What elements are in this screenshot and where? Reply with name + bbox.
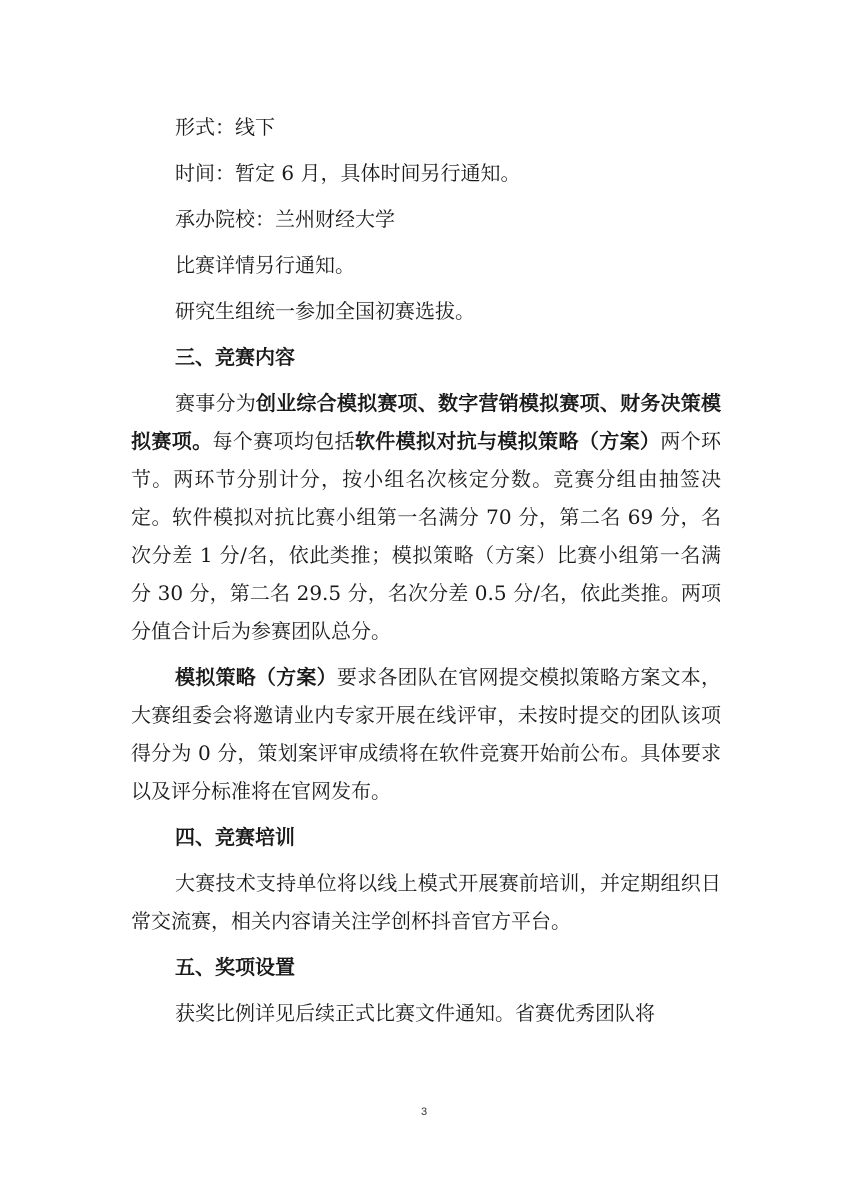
para-rest: 两个环节。两环节分别计分，按小组名次核定分数。竞赛分组由抽签决定。软件模拟对抗比赛小组第一名满分 70 分，第二名 69 分，名次分差 1 分/名，依此类推；模拟策略（方案）比赛小组第一名满分 30 分，第二名 29.5 分，名次分差 0.5 分/名，依此类推。两项分值合计后为参赛团队总分。 <box>131 429 722 643</box>
info-time: 时间：暂定 6 月，具体时间另行通知。 <box>175 161 521 185</box>
competition-content-paragraph <box>131 384 721 650</box>
strategy-plan-highlight: 模拟策略（方案） <box>175 665 337 689</box>
stages-highlight: 软件模拟对抗与模拟策略（方案） <box>354 429 661 453</box>
para-intro: 赛事分为 <box>175 391 256 415</box>
training-paragraph: 大赛技术支持单位将以线上模式开展赛前培训，并定期组织日常交流赛，相关内容请关注学创杯抖音官方平台。 <box>131 871 721 933</box>
info-host: 承办院校：兰州财经大学 <box>175 207 395 231</box>
info-details: 比赛详情另行通知。 <box>175 253 355 277</box>
info-form: 形式：线下 <box>175 115 275 139</box>
document-body <box>131 108 721 1032</box>
awards-paragraph: 获奖比例详见后续正式比赛文件通知。省赛优秀团队将 <box>175 1001 655 1025</box>
para-mid: 每个赛项均包括 <box>212 429 355 453</box>
strategy-plan-text: 要求各团队在官网提交模拟策略方案文本，大赛组委会将邀请业内专家开展在线评审，未按时提交的团队该项得分为 0 分，策划案评审成绩将在软件竞赛开始前公布。具体要求以及评分标准将在官网发布。 <box>131 665 722 803</box>
info-graduate: 研究生组统一参加全国初赛选拔。 <box>175 299 475 323</box>
section-heading-competition-content: 三、竞赛内容 <box>175 345 295 369</box>
section-heading-awards: 五、奖项设置 <box>175 955 295 979</box>
strategy-plan-paragraph <box>131 658 721 810</box>
section-heading-training: 四、竞赛培训 <box>175 825 295 849</box>
page-number: 3 <box>420 1106 428 1118</box>
event-types-highlight: 创业综合模拟赛项、数字营销模拟赛项、财务决策模拟赛项。 <box>131 391 722 453</box>
